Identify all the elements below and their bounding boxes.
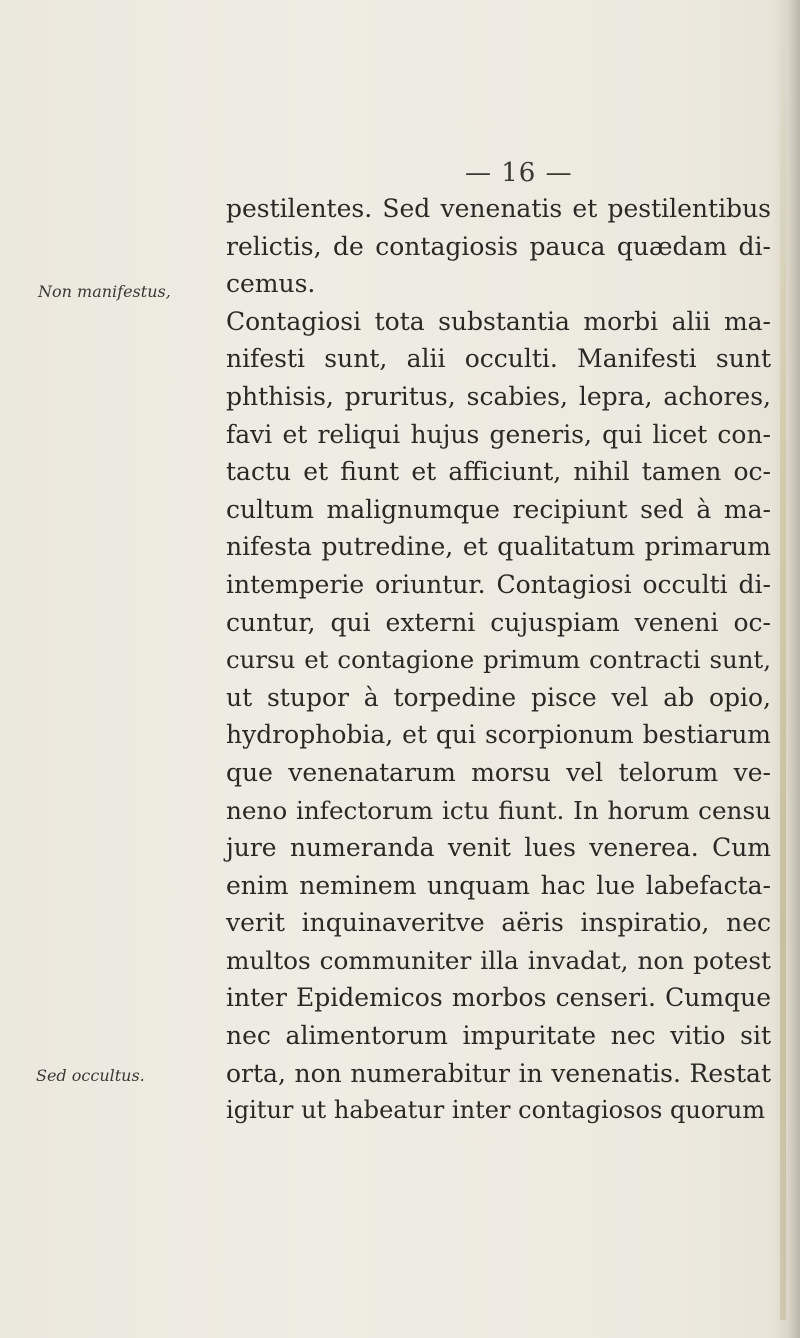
text-line: enim neminem unquam hac lue labefacta- (226, 870, 771, 900)
text-line: nifesta putredine, et qualitatum primarum (226, 532, 771, 562)
text-line: que venenatarum morsu vel telorum ve- (226, 757, 771, 787)
text-line: nec alimentorum impuritate nec vitio sit (226, 1021, 771, 1051)
text-line: verit inquinaveritve aëris inspiratio, nec (226, 908, 771, 938)
text-line: relictis, de contagiosis pauca quædam di- (226, 231, 771, 261)
page-edge-shadow (772, 0, 800, 1338)
text-line: intemperie oriuntur. Contagiosi occulti di- (226, 569, 771, 599)
text-line: neno infectorum ictu fiunt. In horum censu (226, 795, 771, 825)
text-line: favi et reliqui hujus generis, qui licet con- (226, 419, 771, 449)
margin-note-non-manifestus: Non manifestus, (38, 282, 171, 301)
text-line: nifesti sunt, alii occulti. Manifesti sunt (226, 344, 771, 374)
text-line: phthisis, pruritus, scabies, lepra, achores, (226, 381, 771, 411)
text-line: inter Epidemicos morbos censeri. Cumque (226, 983, 771, 1013)
text-line: cemus. (226, 269, 316, 299)
text-line: hydrophobia, et qui scorpionum bestiarum (226, 720, 771, 750)
text-line: ut stupor à torpedine pisce vel ab opio, (226, 682, 771, 712)
text-line: multos communiter illa invadat, non potest (226, 945, 771, 975)
text-line: cultum malignumque recipiunt sed à ma- (226, 494, 771, 524)
text-line: tactu et fiunt et afficiunt, nihil tamen oc- (226, 457, 771, 487)
text-line: igitur ut habeatur inter contagiosos quorum (226, 1096, 766, 1125)
text-line: pestilentes. Sed venenatis et pestilentibus (226, 194, 771, 223)
text-line: cursu et contagione primum contracti sunt, (226, 645, 771, 675)
text-line: cuntur, qui externi cujuspiam veneni oc- (226, 607, 771, 637)
page-number: — 16 — (465, 158, 573, 188)
page-edge-binding (780, 20, 786, 1320)
margin-note-sed-occultus: Sed occultus. (36, 1066, 145, 1085)
body-text (226, 190, 771, 1130)
text-line: jure numeranda venit lues venerea. Cum (226, 833, 771, 863)
text-line: orta, non numerabitur in venenatis. Restat (226, 1058, 771, 1088)
text-line: Contagiosi tota substantia morbi alii ma- (226, 306, 771, 336)
